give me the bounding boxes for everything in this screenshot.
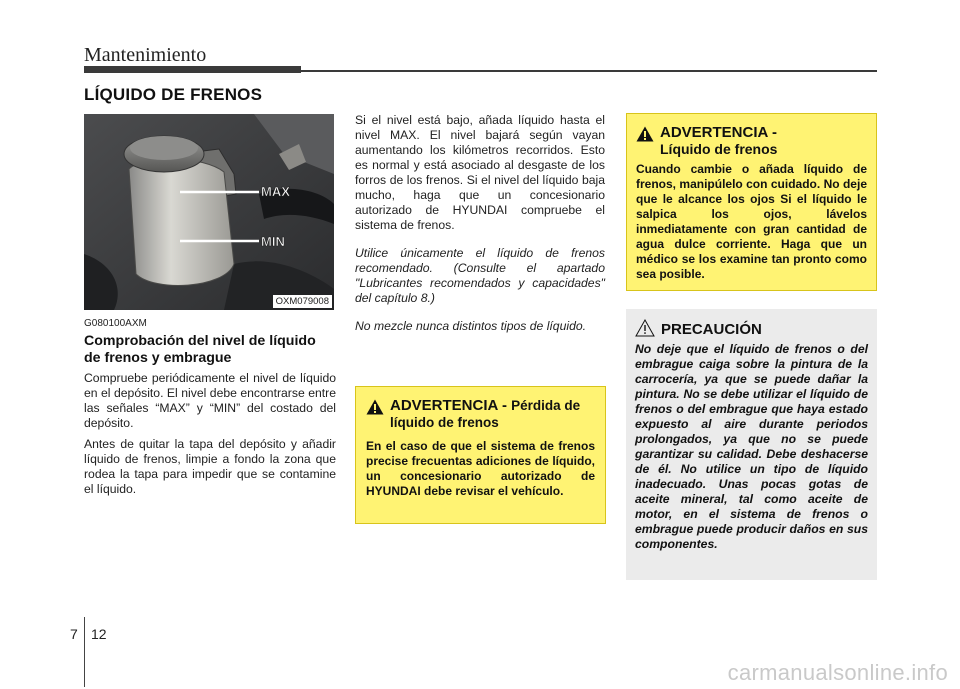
photo-label-min: MIN (261, 234, 285, 249)
warning-box-brake-fluid (626, 113, 877, 291)
left-body-text (84, 371, 336, 503)
warning-header (636, 124, 867, 158)
caution-body: No deje que el líquido de frenos o del embrague caiga sobre la pintura de la carrocería, ya que se puede dañar la pintura. No se debe utilizar el líquido de frenos o del embrague que haya estado expuesto al aire durante periodos prolongados, ya que no se puede garantizar su calidad. Debe deshacerse de él. No utilice un tipo de líquido inadecuado. Unas pocas gotas de aceite mineral, tal como aceite de motor, en el sistema de frenos o embrague puede producir daños en sus componentes. (635, 342, 868, 551)
warning-body: Cuando cambie o añada líquido de frenos, manipúlelo con cuidado. No deje que le alcance los ojos Si el líquido le salpica los ojos, lávelos inmediatamente con gran cantidad de agua dulce corriente. Haga que un médico se los examine tan pronto como sea posible. (636, 162, 867, 281)
photo-illustration (84, 114, 334, 310)
warning-title-sub: Líquido de frenos (660, 141, 778, 157)
header-rule-thin (301, 70, 877, 72)
brake-reservoir-photo (84, 114, 334, 310)
caution-title: PRECAUCIÓN (661, 321, 762, 338)
italic-paragraph: Utilice únicamente el líquido de frenos recomendado. (Consulte el apartado "Lubricantes recomendados y capacidades" del capítulo 8.) (355, 246, 605, 305)
warning-body: En el caso de que el sistema de frenos precise frecuentas adiciones de líquido, un concesionario autorizado de HYUNDAI debe revisar el vehículo. (366, 439, 595, 498)
warning-header (366, 397, 595, 431)
warning-title-sub: Pérdida de líquido de frenos (390, 398, 581, 430)
warning-title-main: ADVERTENCIA - (660, 124, 777, 141)
photo-label-max: MAX (261, 184, 290, 199)
watermark: carmanualsonline.info (727, 660, 948, 685)
paragraph: Antes de quitar la tapa del depósito y añadir líquido de frenos, limpie a fondo la zona que rodea la tapa para impedir que se contamine el líquido. (84, 437, 336, 496)
warning-title (390, 397, 595, 431)
subheading: Comprobación del nivel de líquido de frenos y embrague (84, 333, 316, 366)
header-title: Mantenimiento (84, 44, 207, 66)
middle-body-text (355, 113, 605, 347)
section-title: LÍQUIDO DE FRENOS (84, 85, 263, 104)
warning-triangle-icon (366, 399, 384, 415)
chapter-number: 7 (70, 626, 78, 642)
caution-box (626, 309, 877, 580)
paragraph: Compruebe periódicamente el nivel de líquido en el depósito. El nivel debe encontrarse entre las señales “MAX” y “MIN” del costado del depósito. (84, 371, 336, 430)
warning-triangle-icon (636, 126, 654, 142)
reference-code: G080100AXM (84, 318, 147, 329)
italic-paragraph: No mezcle nunca distintos tipos de líquido. (355, 319, 587, 333)
header-rule-thick (84, 66, 301, 73)
caution-header (635, 321, 868, 338)
warning-box-fluid-loss (355, 386, 606, 524)
caution-triangle-outline-icon (635, 319, 655, 337)
paragraph: Si el nivel está bajo, añada líquido hasta el nivel MAX. El nivel bajará según vayan aumentando los kilómetros recorridos. Esto es normal y está asociado al desgaste de los forros de los frenos. Si el nivel del líquido baja mucho, haga que un concesionario autorizado de HYUNDAI compruebe el sistema de frenos. (355, 113, 605, 232)
footer-divider (84, 617, 85, 687)
warning-title (660, 124, 777, 158)
warning-title-main: ADVERTENCIA - (390, 397, 507, 414)
page-number: 12 (91, 626, 107, 642)
photo-code: OXM079008 (273, 295, 332, 308)
